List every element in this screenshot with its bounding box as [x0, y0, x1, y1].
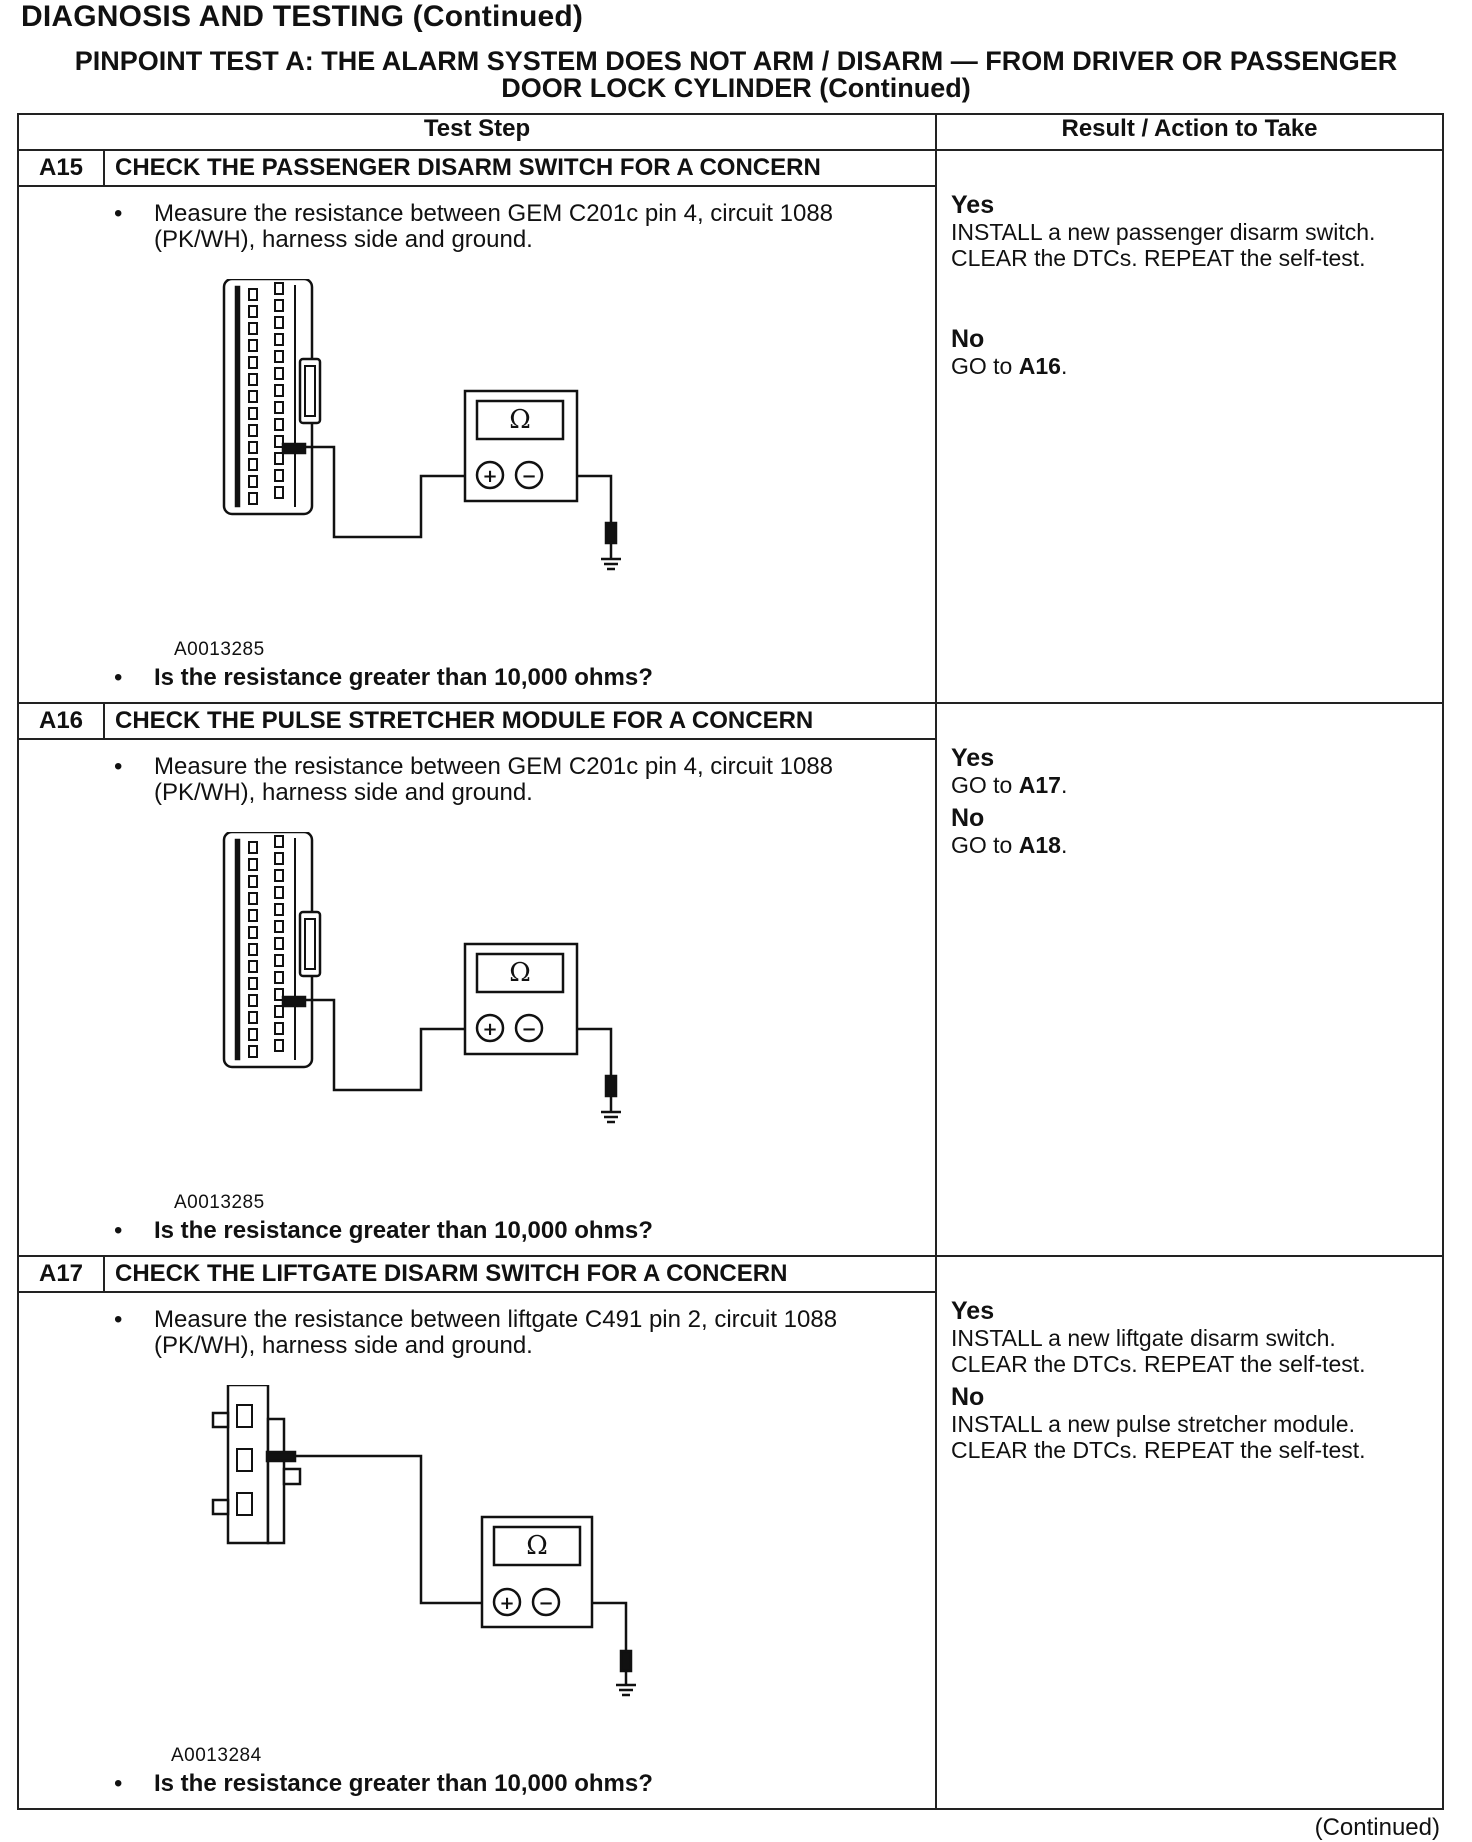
no-action-line: INSTALL a new pulse stretcher module. — [951, 1411, 1355, 1437]
step-body-a16 — [18, 739, 936, 1256]
instruction-line: Measure the resistance between GEM C201c pin 4, circuit 1088 — [154, 200, 834, 227]
meter-minus-terminal: − — [521, 466, 537, 487]
liftgate-connector-c491-icon — [213, 1385, 300, 1543]
instruction-line: (PK/WH), harness side and ground. — [154, 226, 533, 253]
step-title: CHECK THE LIFTGATE DISARM SWITCH FOR A CONCERN — [115, 1260, 788, 1287]
step-header-a17 — [18, 1256, 936, 1292]
no-action — [951, 1411, 1451, 1463]
bullet: • — [114, 1770, 123, 1797]
yes-action-suffix: . — [1060, 772, 1068, 798]
no-action-target: A18 — [1018, 832, 1061, 858]
figure-id: A0013285 — [174, 639, 265, 660]
yes-action-line: CLEAR the DTCs. REPEAT the self-test. — [951, 245, 1366, 271]
meter-minus-terminal: − — [521, 1019, 537, 1040]
no-action — [951, 353, 1451, 379]
test-question: Is the resistance greater than 10,000 ohms? — [154, 1217, 653, 1244]
no-action-suffix: . — [1060, 832, 1068, 858]
yes-action-line: INSTALL a new liftgate disarm switch. — [951, 1325, 1336, 1351]
no-label: No — [951, 804, 985, 832]
bullet: • — [114, 664, 123, 691]
no-action-text: GO to — [951, 353, 1019, 379]
step-id: A16 — [19, 704, 105, 738]
result-cell-a17 — [936, 1256, 1443, 1809]
pinpoint-test-title — [21, 48, 1451, 102]
yes-action — [951, 219, 1451, 271]
step-id: A15 — [19, 151, 105, 185]
no-action — [951, 832, 1451, 858]
pinpoint-test-table — [17, 113, 1444, 1810]
continued-note: (Continued) — [1314, 1814, 1440, 1841]
yes-action-text: GO to — [951, 772, 1019, 798]
instruction — [154, 1307, 914, 1359]
gem-connector-c201c-icon — [224, 279, 320, 514]
no-label: No — [951, 1383, 985, 1411]
no-action-target: A16 — [1018, 353, 1061, 379]
meter-minus-terminal: − — [538, 1593, 554, 1614]
no-label: No — [951, 325, 985, 353]
result-cell-a16 — [936, 703, 1443, 1256]
result-cell-a15 — [936, 150, 1443, 703]
yes-action-target: A17 — [1018, 772, 1061, 798]
step-header-a15 — [18, 150, 936, 186]
yes-action-line: INSTALL a new passenger disarm switch. — [951, 219, 1376, 245]
step-body-a17 — [18, 1292, 936, 1809]
bullet: • — [114, 200, 123, 227]
no-action-suffix: . — [1060, 353, 1068, 379]
instruction-line: (PK/WH), harness side and ground. — [154, 1332, 533, 1359]
test-question: Is the resistance greater than 10,000 ohms? — [154, 1770, 653, 1797]
column-header-test-step: Test Step — [18, 114, 936, 150]
connector-measurement-diagram — [199, 279, 759, 619]
no-action-text: GO to — [951, 832, 1019, 858]
yes-action-line: CLEAR the DTCs. REPEAT the self-test. — [951, 1351, 1366, 1377]
bullet: • — [114, 1217, 123, 1244]
page-title: DIAGNOSIS AND TESTING (Continued) — [21, 0, 584, 33]
step-title: CHECK THE PASSENGER DISARM SWITCH FOR A CONCERN — [115, 154, 821, 181]
instruction-line: (PK/WH), harness side and ground. — [154, 779, 533, 806]
step-header-a16 — [18, 703, 936, 739]
yes-action — [951, 772, 1451, 798]
step-title: CHECK THE PULSE STRETCHER MODULE FOR A CONCERN — [115, 707, 814, 734]
yes-label: Yes — [951, 1297, 995, 1325]
ground-symbol-icon — [601, 523, 621, 569]
step-id: A17 — [19, 1257, 105, 1291]
yes-action — [951, 1325, 1451, 1377]
figure-id: A0013285 — [174, 1192, 265, 1213]
ground-symbol-icon — [601, 1076, 621, 1122]
meter-plus-terminal: + — [482, 466, 498, 487]
meter-plus-terminal: + — [482, 1019, 498, 1040]
ohm-symbol: Ω — [526, 1531, 548, 1561]
yes-label: Yes — [951, 191, 995, 219]
pinpoint-title-line2: DOOR LOCK CYLINDER (Continued) — [501, 73, 971, 103]
figure-id: A0013284 — [171, 1745, 262, 1766]
column-header-result: Result / Action to Take — [936, 114, 1443, 150]
test-question: Is the resistance greater than 10,000 ohms? — [154, 664, 653, 691]
ground-symbol-icon — [616, 1651, 636, 1695]
bullet: • — [114, 1306, 123, 1333]
pinpoint-title-line1: PINPOINT TEST A: THE ALARM SYSTEM DOES NOT ARM / DISARM — FROM DRIVER OR PASSENGER — [74, 46, 1398, 76]
ohm-symbol: Ω — [509, 958, 531, 988]
instruction — [154, 754, 914, 806]
bullet: • — [114, 753, 123, 780]
meter-plus-terminal: + — [499, 1593, 515, 1614]
yes-label: Yes — [951, 744, 995, 772]
instruction-line: Measure the resistance between GEM C201c pin 4, circuit 1088 — [154, 753, 834, 780]
liftgate-connector-measurement-diagram — [199, 1385, 759, 1725]
step-body-a15 — [18, 186, 936, 703]
no-action-line: CLEAR the DTCs. REPEAT the self-test. — [951, 1437, 1366, 1463]
instruction-line: Measure the resistance between liftgate C491 pin 2, circuit 1088 — [154, 1306, 838, 1333]
connector-measurement-diagram — [199, 832, 759, 1172]
instruction — [154, 201, 914, 253]
ohm-symbol: Ω — [509, 405, 531, 435]
gem-connector-c201c-icon — [224, 832, 320, 1067]
